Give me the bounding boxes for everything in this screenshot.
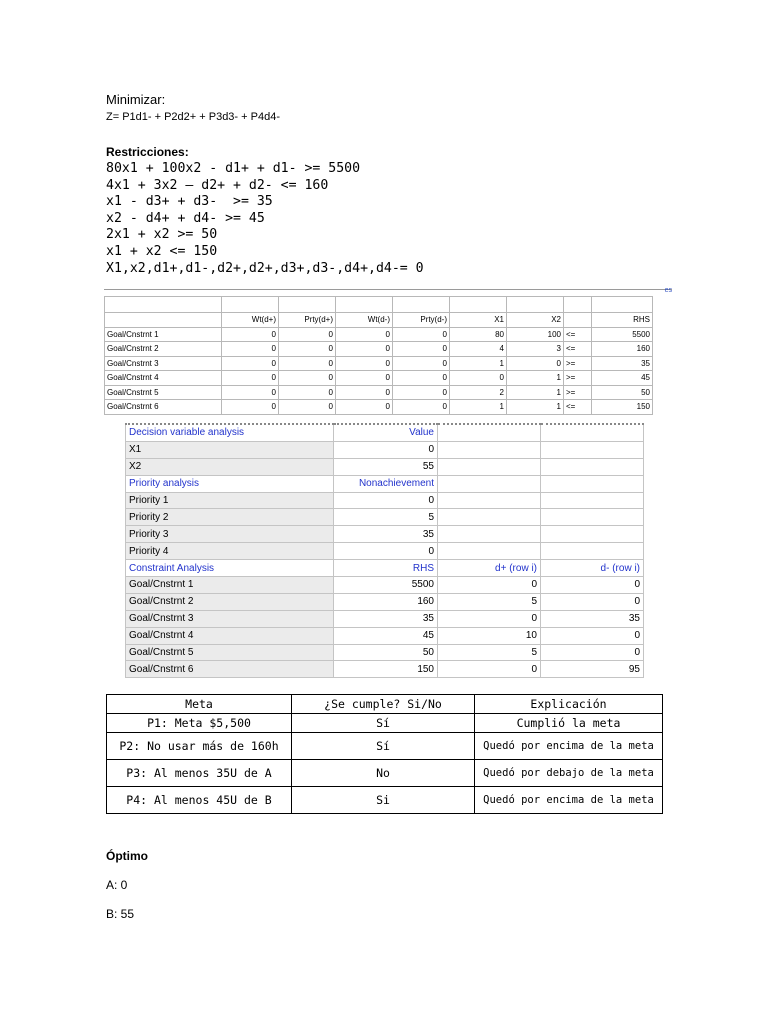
table-cell: 35 <box>592 356 653 371</box>
table-cell <box>541 424 644 441</box>
restriction-line: x1 - d3+ + d3- >= 35 <box>106 194 273 210</box>
table-row <box>126 526 644 543</box>
table-cell: Priority 2 <box>126 509 334 526</box>
table-cell: 5 <box>438 644 541 661</box>
restriction-line: x2 - d4+ + d4- >= 45 <box>106 210 265 226</box>
table-cell: 45 <box>592 371 653 386</box>
table-row <box>105 297 653 313</box>
table-row <box>126 509 644 526</box>
table-cell: 1 <box>450 356 507 371</box>
restrictions-list <box>106 161 424 277</box>
table-cell: 0 <box>222 327 279 342</box>
table-cell: X1 <box>126 441 334 458</box>
table-cell: 1 <box>450 400 507 415</box>
table-cell: >= <box>564 371 592 386</box>
table-row <box>126 458 644 475</box>
table-cell: Priority 3 <box>126 526 334 543</box>
table-row <box>107 760 663 787</box>
table-cell: 0 <box>393 342 450 357</box>
table-cell: >= <box>564 356 592 371</box>
table-cell: 5 <box>334 509 438 526</box>
table-cell: 2 <box>450 385 507 400</box>
table-cell: 1 <box>507 385 564 400</box>
table-cell: 0 <box>541 593 644 610</box>
table-cell: Goal/Cnstrnt 2 <box>126 593 334 610</box>
table-cell: 0 <box>393 385 450 400</box>
table-row <box>126 577 644 594</box>
table-cell: 1 <box>507 400 564 415</box>
table-cell: Priority 1 <box>126 492 334 509</box>
table-cell: Goal/Cnstrnt 5 <box>105 385 222 400</box>
table-row <box>105 400 653 415</box>
table-cell: 0 <box>336 385 393 400</box>
table-row <box>126 560 644 577</box>
table-cell: 0 <box>222 385 279 400</box>
table-cell: 0 <box>222 342 279 357</box>
table-cell: 0 <box>279 342 336 357</box>
table-cell: 0 <box>222 371 279 386</box>
sheet-corner-label: es <box>664 287 672 294</box>
table-cell: >= <box>564 385 592 400</box>
optimum-b: B: 55 <box>106 907 135 921</box>
table-row <box>107 714 663 733</box>
header-cell: Meta <box>107 695 292 714</box>
table-cell: 95 <box>541 661 644 678</box>
blank-cell <box>336 297 393 313</box>
table-cell: <= <box>564 327 592 342</box>
table-cell: Si <box>292 787 475 814</box>
table-cell: 0 <box>541 644 644 661</box>
objective-function: Z= P1d1- + P2d2+ + P3d3- + P4d4- <box>106 111 280 123</box>
table-row <box>126 543 644 560</box>
table-cell <box>541 543 644 560</box>
table-cell: Constraint Analysis <box>126 560 334 577</box>
table-row <box>126 475 644 492</box>
table-cell: Goal/Cnstrnt 5 <box>126 644 334 661</box>
table-cell: 0 <box>393 400 450 415</box>
table-cell: 5500 <box>592 327 653 342</box>
table-cell: 3 <box>507 342 564 357</box>
table-cell: 0 <box>222 356 279 371</box>
table-cell: Sí <box>292 714 475 733</box>
table-cell: Goal/Cnstrnt 3 <box>105 356 222 371</box>
table-row <box>126 661 644 678</box>
table-cell <box>541 526 644 543</box>
restriction-line: X1,x2,d1+,d1-,d2+,d2+,d3+,d3-,d4+,d4-= 0 <box>106 260 424 276</box>
table-cell: 55 <box>334 458 438 475</box>
table-cell: Goal/Cnstrnt 6 <box>126 661 334 678</box>
table-cell: 0 <box>222 400 279 415</box>
restriction-line: 4x1 + 3x2 – d2+ + d2- <= 160 <box>106 177 329 193</box>
table-cell: d- (row i) <box>541 560 644 577</box>
table-cell: P2: No usar más de 160h <box>107 733 292 760</box>
table-cell: 0 <box>279 327 336 342</box>
blank-cell <box>564 297 592 313</box>
table-cell: Cumplió la meta <box>475 714 663 733</box>
table-cell <box>541 475 644 492</box>
blank-cell <box>222 297 279 313</box>
table-cell <box>438 424 541 441</box>
table-cell <box>541 509 644 526</box>
table-row <box>105 313 653 328</box>
table-cell: Goal/Cnstrnt 4 <box>126 627 334 644</box>
table-cell: 50 <box>334 644 438 661</box>
header-cell: Wt(d+) <box>222 313 279 328</box>
table-cell: Goal/Cnstrnt 1 <box>105 327 222 342</box>
optimum-title: Óptimo <box>106 849 148 863</box>
table-cell: Decision variable analysis <box>126 424 334 441</box>
table-cell: 0 <box>438 577 541 594</box>
table-cell: 0 <box>336 400 393 415</box>
table-row <box>105 342 653 357</box>
table-cell: Quedó por encima de la meta <box>475 787 663 814</box>
table-row <box>126 610 644 627</box>
table-cell: P3: Al menos 35U de A <box>107 760 292 787</box>
table-cell: <= <box>564 400 592 415</box>
blank-cell <box>105 297 222 313</box>
table-cell: 50 <box>592 385 653 400</box>
table-cell: Goal/Cnstrnt 4 <box>105 371 222 386</box>
blank-cell <box>507 297 564 313</box>
table-cell: 0 <box>334 441 438 458</box>
table-cell: 1 <box>507 371 564 386</box>
table-cell: 0 <box>541 577 644 594</box>
table-row <box>126 492 644 509</box>
table-cell <box>541 492 644 509</box>
table-row <box>107 733 663 760</box>
header-cell: X1 <box>450 313 507 328</box>
restrictions-title: Restricciones: <box>106 145 189 159</box>
header-cell <box>564 313 592 328</box>
table-cell: Quedó por encima de la meta <box>475 733 663 760</box>
table-cell <box>541 441 644 458</box>
header-cell <box>105 313 222 328</box>
table-cell <box>438 441 541 458</box>
table-row <box>105 371 653 386</box>
table-cell: <= <box>564 342 592 357</box>
restriction-line: x1 + x2 <= 150 <box>106 243 218 259</box>
table-cell: 100 <box>507 327 564 342</box>
goal-input-table <box>104 296 653 415</box>
table-cell: Goal/Cnstrnt 6 <box>105 400 222 415</box>
table-cell: 160 <box>592 342 653 357</box>
table-cell: 0 <box>438 661 541 678</box>
table-row <box>105 327 653 342</box>
optimum-a: A: 0 <box>106 878 128 892</box>
table-cell: 150 <box>334 661 438 678</box>
table-cell <box>438 475 541 492</box>
table-cell: 0 <box>336 371 393 386</box>
table-cell: Goal/Cnstrnt 3 <box>126 610 334 627</box>
table-cell: P4: Al menos 45U de B <box>107 787 292 814</box>
table-cell: X2 <box>126 458 334 475</box>
table-cell: 160 <box>334 593 438 610</box>
table-cell: 0 <box>279 385 336 400</box>
table-cell: 4 <box>450 342 507 357</box>
table-cell: 150 <box>592 400 653 415</box>
table-row <box>126 644 644 661</box>
table-cell: 0 <box>279 356 336 371</box>
table-cell: 35 <box>334 610 438 627</box>
table-cell: 0 <box>393 371 450 386</box>
table-cell: Goal/Cnstrnt 1 <box>126 577 334 594</box>
table-cell: No <box>292 760 475 787</box>
table-cell <box>438 509 541 526</box>
table-cell: 0 <box>334 492 438 509</box>
table-cell: 0 <box>336 342 393 357</box>
table-cell: RHS <box>334 560 438 577</box>
table-row <box>126 424 644 441</box>
table-cell: 35 <box>334 526 438 543</box>
table-row <box>105 385 653 400</box>
table-cell: P1: Meta $5,500 <box>107 714 292 733</box>
table-cell: Quedó por debajo de la meta <box>475 760 663 787</box>
table-cell <box>438 526 541 543</box>
table-cell: Sí <box>292 733 475 760</box>
table-row <box>126 593 644 610</box>
table-row <box>107 695 663 714</box>
table-cell: 80 <box>450 327 507 342</box>
table-cell: 0 <box>393 327 450 342</box>
header-cell: ¿Se cumple? Si/No <box>292 695 475 714</box>
table-cell: 0 <box>507 356 564 371</box>
header-cell: Prty(d-) <box>393 313 450 328</box>
table-cell <box>438 492 541 509</box>
results-table <box>125 423 644 678</box>
table-cell: Priority analysis <box>126 475 334 492</box>
table-row <box>126 627 644 644</box>
header-cell: Prty(d+) <box>279 313 336 328</box>
header-cell: X2 <box>507 313 564 328</box>
table-cell <box>438 458 541 475</box>
table-cell <box>541 458 644 475</box>
table-row <box>107 787 663 814</box>
table-cell: Nonachievement <box>334 475 438 492</box>
blank-cell <box>592 297 653 313</box>
header-cell: RHS <box>592 313 653 328</box>
table-cell: 0 <box>279 371 336 386</box>
table-cell: 10 <box>438 627 541 644</box>
meta-table <box>106 694 663 814</box>
table-cell: Goal/Cnstrnt 2 <box>105 342 222 357</box>
goal-input-sheet <box>104 289 672 416</box>
table-cell: Value <box>334 424 438 441</box>
blank-cell <box>393 297 450 313</box>
header-cell: Explicación <box>475 695 663 714</box>
header-cell: Wt(d-) <box>336 313 393 328</box>
table-cell: 0 <box>336 356 393 371</box>
table-cell <box>438 543 541 560</box>
table-cell: 0 <box>450 371 507 386</box>
minimize-label: Minimizar: <box>106 92 166 107</box>
table-cell: 45 <box>334 627 438 644</box>
table-cell: 0 <box>541 627 644 644</box>
table-cell: 5500 <box>334 577 438 594</box>
table-cell: 0 <box>336 327 393 342</box>
table-cell: 5 <box>438 593 541 610</box>
blank-cell <box>450 297 507 313</box>
table-cell: 0 <box>438 610 541 627</box>
table-cell: 0 <box>279 400 336 415</box>
table-cell: 35 <box>541 610 644 627</box>
restriction-line: 2x1 + x2 >= 50 <box>106 227 218 243</box>
table-cell: 0 <box>334 543 438 560</box>
restriction-line: 80x1 + 100x2 - d1+ + d1- >= 5500 <box>106 161 361 176</box>
table-row <box>126 441 644 458</box>
table-row <box>105 356 653 371</box>
table-cell: d+ (row i) <box>438 560 541 577</box>
table-cell: 0 <box>393 356 450 371</box>
blank-cell <box>279 297 336 313</box>
table-cell: Priority 4 <box>126 543 334 560</box>
